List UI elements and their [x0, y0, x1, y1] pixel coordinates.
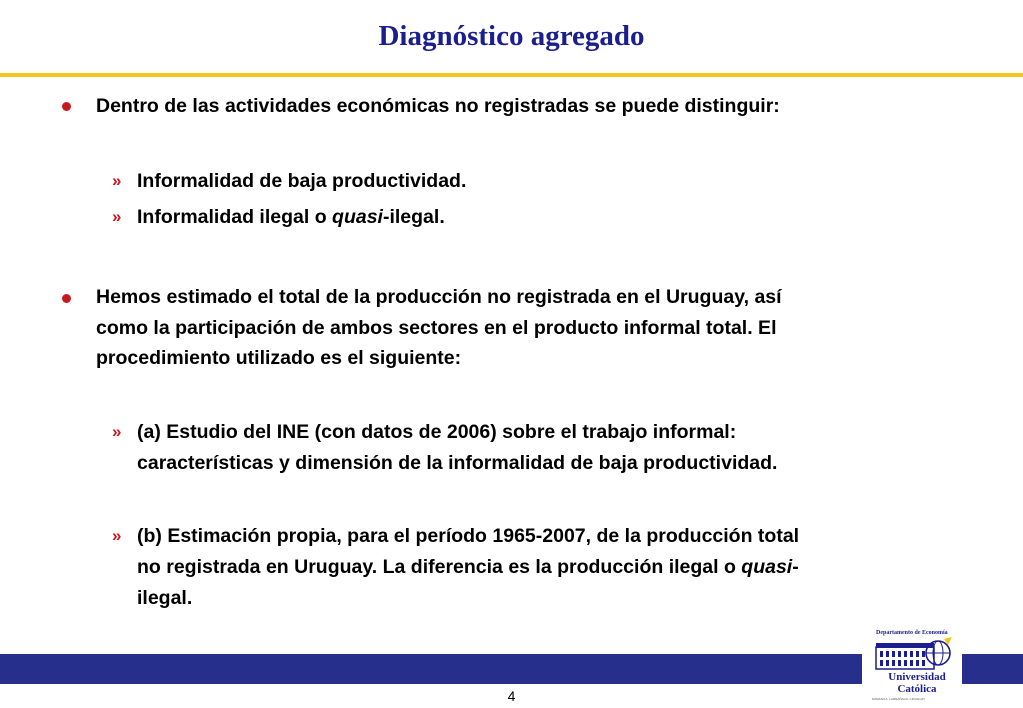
text-segment: -ilegal. — [382, 206, 445, 228]
sub-bullet-marker-icon: » — [112, 171, 122, 190]
bullet-text: Dentro de las actividades económicas no registradas se puede distinguir: — [96, 95, 780, 117]
sub-bullet-text-line: ilegal. — [137, 587, 193, 609]
logo-name-line: Universidad — [888, 671, 946, 683]
sub-bullet-marker-icon: » — [112, 422, 122, 441]
sub-bullet-text-line: características y dimensión de la informalidad de baja productividad. — [137, 452, 778, 474]
page-number: 4 — [507, 688, 516, 704]
logo-subtitle: DÁMASO A. LARRAÑAGA • URUGUAY — [872, 697, 926, 701]
italic-term: quasi — [332, 206, 383, 228]
logo-department-text: Departamento de Economía — [876, 630, 948, 636]
bullet-text-line: Hemos estimado el total de la producción no registrada en el Uruguay, así — [96, 286, 782, 308]
university-building-globe-icon — [874, 637, 954, 671]
sub-bullet-marker-icon: » — [112, 207, 122, 226]
bullet-dot-icon — [62, 102, 71, 111]
sub-bullet-text-line: (b) Estimación propia, para el período 1965-2007, de la producción total — [137, 525, 800, 547]
sub-bullet-text-line — [137, 551, 799, 583]
text-segment: Informalidad ilegal o — [137, 206, 333, 228]
text-segment: - — [792, 556, 799, 578]
sub-bullet-text-line: (a) Estudio del INE (con datos de 2006) sobre el trabajo informal: — [137, 421, 737, 443]
bullet-text-line: como la participación de ambos sectores en el producto informal total. El — [96, 317, 777, 339]
sub-bullet-text: Informalidad de baja productividad. — [137, 170, 467, 192]
sub-bullet-text — [137, 201, 445, 233]
bullet-text-line: procedimiento utilizado es el siguiente: — [96, 347, 462, 369]
sub-bullet-marker-icon: » — [112, 526, 122, 545]
title-divider — [0, 73, 1023, 77]
italic-term: quasi — [741, 556, 793, 578]
bullet-dot-icon — [62, 294, 71, 303]
slide-title: Diagnóstico agregado — [378, 20, 645, 52]
logo-name-line: Católica — [897, 683, 937, 695]
text-segment: no registrada en Uruguay. La diferencia es la producción ilegal o — [137, 556, 742, 578]
